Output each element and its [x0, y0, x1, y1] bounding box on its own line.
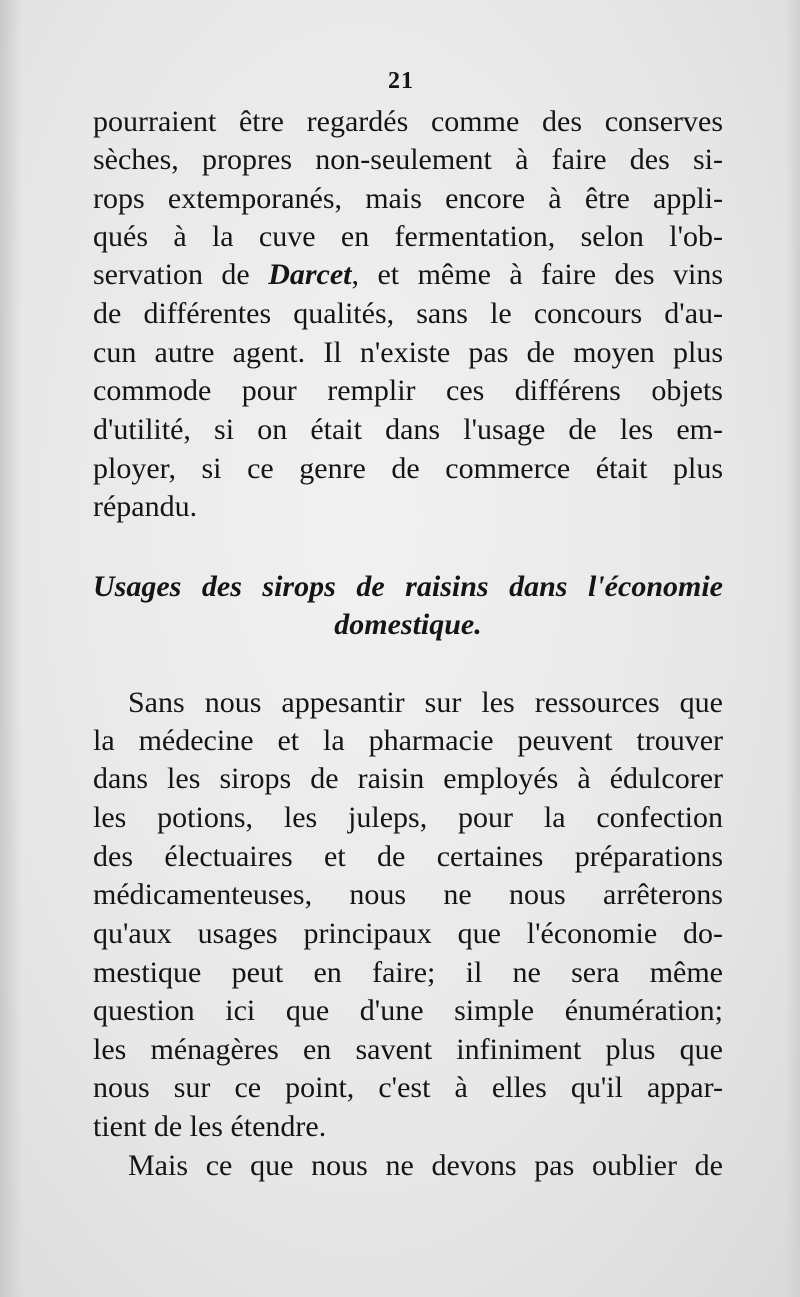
person-name: Darcet	[268, 258, 352, 291]
page-shadow-left	[0, 0, 22, 1297]
text-line: rops extemporanés, mais encore à être appli-	[93, 182, 723, 215]
text-line: question ici que d'une simple énumération;	[93, 994, 723, 1027]
page-shadow-right	[786, 0, 800, 1297]
text-line: la médecine et la pharmacie peuvent trouver	[93, 724, 723, 757]
text-line: les potions, les juleps, pour la confection	[93, 801, 723, 834]
text-line: ployer, si ce genre de commerce était plus	[93, 452, 723, 485]
text-line: de différentes qualités, sans le concours d'au-	[93, 297, 723, 330]
text-line: Sans nous appesantir sur les ressources que	[128, 686, 723, 719]
text-line: des électuaires et de certaines préparations	[93, 840, 723, 873]
text-line: qués à la cuve en fermentation, selon l'ob-	[93, 220, 723, 253]
text-line: sèches, propres non-seulement à faire des si-	[93, 143, 723, 176]
text-line: Mais ce que nous ne devons pas oublier de	[128, 1149, 723, 1182]
text-line: tient de les étendre.	[93, 1110, 327, 1143]
text-line: commode pour remplir ces différens objets	[93, 374, 723, 407]
text-line: d'utilité, si on était dans l'usage de les em-	[93, 413, 723, 446]
text-line: pourraient être regardés comme des conserves	[93, 105, 723, 138]
text-line: cun autre agent. Il n'existe pas de moyen plus	[93, 336, 723, 369]
text-line: qu'aux usages principaux que l'économie do-	[93, 917, 723, 950]
section-heading-continued: domestique.	[334, 608, 482, 641]
text-line: mestique peut en faire; il ne sera même	[93, 956, 723, 989]
text-fragment: , et même à faire des vins	[351, 258, 723, 291]
page-number: 21	[388, 68, 414, 94]
text-fragment: servation de	[93, 258, 269, 291]
section-heading: Usages des sirops de raisins dans l'économie	[93, 570, 723, 603]
text-line	[93, 256, 723, 294]
text-line: nous sur ce point, c'est à elles qu'il appar-	[93, 1071, 723, 1104]
text-line: médicamenteuses, nous ne nous arrêterons	[93, 878, 723, 911]
text-line: dans les sirops de raisin employés à édulcorer	[93, 762, 723, 795]
text-line: les ménagères en savent infiniment plus que	[93, 1033, 723, 1066]
text-line: répandu.	[93, 490, 198, 523]
